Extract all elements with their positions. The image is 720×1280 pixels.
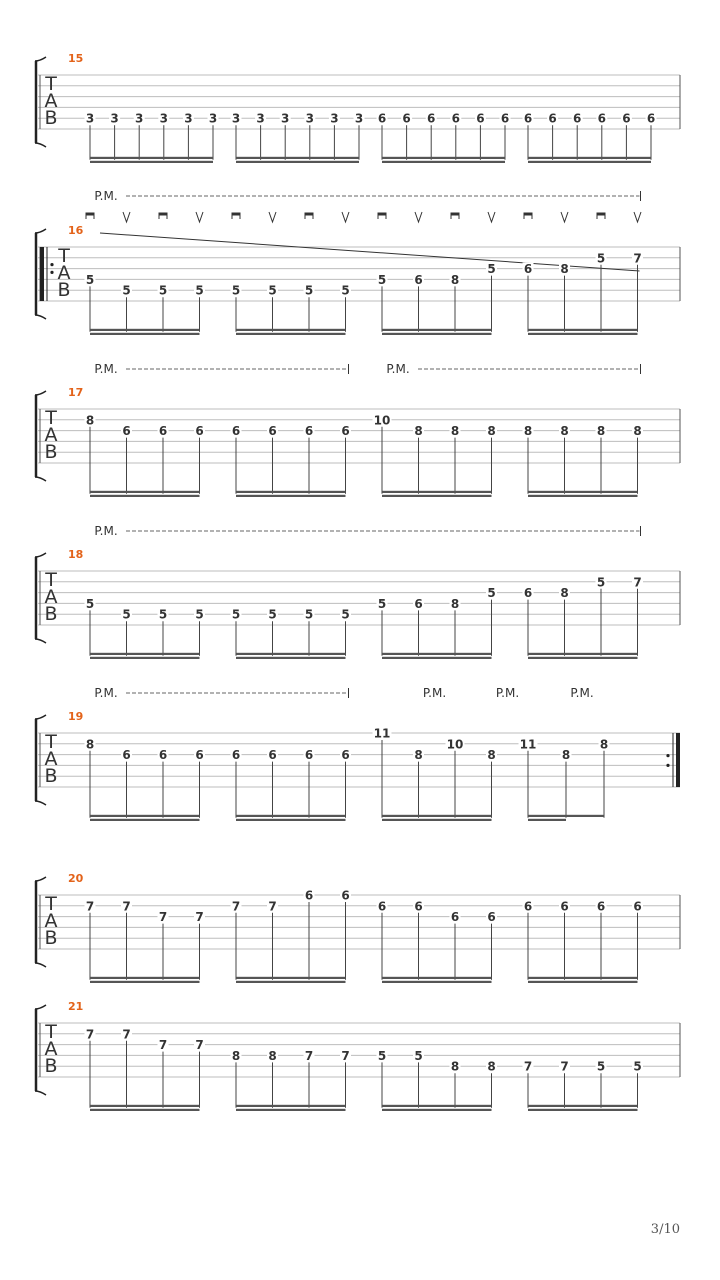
tab-clef-letter: B — [44, 603, 58, 625]
beam-secondary — [90, 161, 213, 163]
fret-number: 5 — [304, 607, 314, 622]
fret-number: 8 — [633, 424, 642, 439]
fret-number: 7 — [304, 1048, 314, 1063]
tab-system-19 — [35, 686, 680, 821]
fret-number: 5 — [122, 283, 131, 298]
fret-number: 6 — [597, 111, 606, 126]
beam-secondary — [236, 819, 346, 821]
fret-number: 5 — [596, 575, 606, 590]
tab-clef-letter: T — [45, 731, 57, 753]
upstroke-icon — [269, 212, 276, 222]
beam-primary — [528, 491, 638, 493]
beam-primary — [382, 977, 492, 979]
tab-clef-letter: T — [45, 569, 57, 591]
beam-secondary — [528, 981, 638, 983]
tab-clef-letter: B — [44, 765, 58, 787]
fret-number: 7 — [158, 910, 168, 925]
fret-number: 3 — [330, 111, 339, 126]
fret-number: 10 — [373, 413, 391, 428]
fret-number: 7 — [633, 251, 642, 266]
fret-number: 8 — [450, 424, 460, 439]
fret-number: 7 — [122, 1027, 131, 1042]
fret-number: 8 — [450, 272, 460, 287]
fret-number: 6 — [304, 424, 314, 439]
beam-secondary — [382, 981, 492, 983]
fret-number: 5 — [377, 1048, 387, 1063]
beam-primary — [528, 815, 604, 817]
fret-number: 6 — [268, 748, 277, 763]
beam-primary — [90, 977, 200, 979]
upstroke-icon — [415, 212, 422, 222]
beam-primary — [528, 977, 638, 979]
fret-number: 6 — [341, 888, 350, 903]
repeat-dot — [50, 271, 53, 274]
beam-primary — [236, 491, 346, 493]
fret-number: 3 — [281, 111, 290, 126]
upstroke-icon — [634, 212, 641, 222]
tab-clef-letter: A — [44, 424, 58, 446]
fret-number: 3 — [354, 111, 364, 126]
fret-number: 5 — [231, 607, 241, 622]
downstroke-bar — [451, 213, 459, 216]
tab-system-15 — [35, 52, 680, 163]
bracket-bottom-hook — [35, 963, 46, 967]
beam-secondary — [90, 657, 200, 659]
fret-number: 8 — [487, 424, 496, 439]
tab-clef-letter: A — [44, 1038, 58, 1060]
fret-number: 6 — [268, 424, 277, 439]
fret-number: 7 — [633, 575, 642, 590]
fret-number: 5 — [341, 607, 350, 622]
fret-number: 6 — [487, 910, 496, 925]
beam-secondary — [236, 1109, 346, 1111]
fret-number: 3 — [85, 111, 95, 126]
beam-secondary — [382, 819, 492, 821]
bracket-top-hook — [35, 391, 46, 395]
tab-system-20 — [35, 872, 680, 983]
measure-number: 21 — [68, 1000, 84, 1013]
beam-secondary — [90, 819, 200, 821]
palm-mute-label: P.M. — [495, 686, 520, 700]
fret-number: 6 — [450, 910, 460, 925]
tab-clef-letter: B — [44, 441, 58, 463]
fret-number: 6 — [573, 111, 582, 126]
downstroke-bar — [159, 213, 167, 216]
fret-number: 6 — [622, 111, 631, 126]
fret-number: 5 — [122, 607, 131, 622]
fret-number: 6 — [158, 748, 168, 763]
measure-number: 20 — [68, 872, 84, 885]
fret-number: 6 — [451, 111, 460, 126]
fret-number: 5 — [414, 1048, 423, 1063]
tab-clef-letter: A — [57, 262, 71, 284]
fret-number: 3 — [208, 111, 218, 126]
beam-primary — [236, 977, 346, 979]
fret-number: 6 — [500, 111, 510, 126]
fret-number: 6 — [596, 899, 606, 914]
fret-number: 8 — [487, 748, 496, 763]
bracket-top-hook — [35, 1005, 46, 1009]
fret-number: 6 — [195, 748, 204, 763]
fret-number: 6 — [158, 424, 168, 439]
palm-mute-label: P.M. — [94, 362, 118, 376]
fret-number: 5 — [158, 283, 168, 298]
beam-primary — [382, 1105, 492, 1107]
tab-clef-letter: T — [58, 245, 70, 267]
fret-number: 6 — [560, 899, 569, 914]
upstroke-icon — [123, 212, 130, 222]
fret-number: 3 — [256, 111, 265, 126]
upstroke-icon — [342, 212, 349, 222]
tab-clef-letter: T — [45, 893, 57, 915]
bracket-bottom-hook — [35, 801, 46, 805]
fret-number: 7 — [268, 899, 277, 914]
beam-secondary — [236, 981, 346, 983]
fret-number: 6 — [377, 111, 387, 126]
tab-system-16 — [35, 189, 680, 335]
fret-number: 8 — [414, 748, 423, 763]
fret-number: 8 — [523, 424, 533, 439]
palm-mute-label: P.M. — [386, 362, 410, 376]
fret-number: 3 — [135, 111, 144, 126]
fret-number: 5 — [158, 607, 168, 622]
upstroke-icon — [561, 212, 568, 222]
fret-number: 11 — [373, 726, 391, 741]
tab-clef-letter: T — [45, 407, 57, 429]
fret-number: 8 — [450, 596, 460, 611]
fret-number: 6 — [414, 272, 423, 287]
fret-number: 7 — [341, 1048, 350, 1063]
beam-primary — [236, 1105, 346, 1107]
fret-number: 5 — [377, 596, 387, 611]
tab-clef-letter: B — [44, 927, 58, 949]
fret-number: 5 — [195, 283, 204, 298]
measure-number: 17 — [68, 386, 84, 399]
upstroke-icon — [196, 212, 203, 222]
fret-number: 5 — [231, 283, 241, 298]
tab-clef-letter: B — [44, 1055, 58, 1077]
beam-primary — [382, 815, 492, 817]
fret-number: 7 — [85, 899, 95, 914]
beam-secondary — [236, 333, 346, 335]
beam-primary — [382, 653, 492, 655]
fret-number: 10 — [446, 737, 464, 752]
beam-primary — [528, 1105, 638, 1107]
fret-number: 5 — [341, 283, 350, 298]
upstroke-icon — [488, 212, 495, 222]
beam-secondary — [528, 819, 566, 821]
beam-primary — [528, 329, 638, 331]
beam-primary — [382, 491, 492, 493]
fret-number: 7 — [231, 899, 241, 914]
fret-number: 5 — [377, 272, 387, 287]
fret-number: 5 — [85, 596, 95, 611]
fret-number: 8 — [450, 1059, 460, 1074]
beam-secondary — [382, 495, 492, 497]
beam-primary — [90, 491, 200, 493]
fret-number: 5 — [195, 607, 204, 622]
fret-number: 6 — [231, 748, 241, 763]
fret-number: 6 — [548, 111, 557, 126]
beam-secondary — [90, 981, 200, 983]
downstroke-bar — [305, 213, 313, 216]
beam-secondary — [528, 495, 638, 497]
beam-primary — [236, 653, 346, 655]
bracket-bottom-hook — [35, 477, 46, 481]
fret-number: 8 — [560, 424, 569, 439]
palm-mute-label: P.M. — [94, 189, 118, 203]
beam-secondary — [236, 161, 359, 163]
repeat-dot — [666, 764, 669, 767]
beam-primary — [382, 157, 505, 159]
fret-number: 8 — [85, 413, 95, 428]
fret-number: 8 — [560, 262, 569, 277]
fret-number: 6 — [304, 748, 314, 763]
fret-number: 6 — [122, 748, 131, 763]
fret-number: 6 — [402, 111, 411, 126]
fret-number: 8 — [85, 737, 95, 752]
palm-mute-label: P.M. — [94, 524, 118, 538]
tab-clef-letter: A — [44, 586, 58, 608]
beam-secondary — [90, 495, 200, 497]
bracket-top-hook — [35, 229, 46, 233]
fret-number: 5 — [487, 262, 496, 277]
fret-number: 5 — [85, 272, 95, 287]
fret-number: 6 — [523, 586, 533, 601]
tab-clef-letter: T — [45, 1021, 57, 1043]
measure-number: 16 — [68, 224, 84, 237]
bracket-top-hook — [35, 553, 46, 557]
fret-number: 6 — [377, 899, 387, 914]
beam-secondary — [528, 161, 651, 163]
beam-primary — [236, 815, 346, 817]
fret-number: 5 — [268, 607, 277, 622]
tab-clef-letter: B — [57, 279, 71, 301]
fret-number: 6 — [341, 748, 350, 763]
bracket-bottom-hook — [35, 639, 46, 643]
beam-secondary — [528, 333, 638, 335]
downstroke-bar — [524, 213, 532, 216]
downstroke-bar — [86, 213, 94, 216]
beam-primary — [528, 157, 651, 159]
beam-secondary — [528, 1109, 638, 1111]
beam-secondary — [382, 657, 492, 659]
bracket-bottom-hook — [35, 143, 46, 147]
beam-primary — [90, 157, 213, 159]
fret-number: 6 — [195, 424, 204, 439]
fret-number: 5 — [633, 1059, 642, 1074]
fret-number: 7 — [158, 1038, 168, 1053]
palm-mute-label: P.M. — [422, 686, 447, 700]
fret-number: 8 — [596, 424, 606, 439]
repeat-end-thick-bar — [676, 733, 680, 787]
fret-number: 7 — [195, 1038, 204, 1053]
fret-number: 6 — [427, 111, 436, 126]
fret-number: 7 — [122, 899, 131, 914]
fret-number: 8 — [268, 1048, 277, 1063]
beam-secondary — [236, 657, 346, 659]
fret-number: 7 — [85, 1027, 95, 1042]
beam-secondary — [382, 1109, 492, 1111]
bracket-top-hook — [35, 877, 46, 881]
beam-secondary — [382, 161, 505, 163]
fret-number: 8 — [560, 586, 569, 601]
fret-number: 3 — [110, 111, 119, 126]
fret-number: 5 — [596, 251, 606, 266]
beam-primary — [90, 653, 200, 655]
fret-number: 8 — [414, 424, 423, 439]
fret-number: 3 — [305, 111, 314, 126]
tab-system-17 — [35, 362, 680, 497]
fret-number: 7 — [523, 1059, 533, 1074]
beam-primary — [90, 329, 200, 331]
repeat-start-thick-bar — [40, 247, 44, 301]
fret-number: 6 — [523, 262, 533, 277]
fret-number: 6 — [523, 899, 533, 914]
bracket-top-hook — [35, 57, 46, 61]
fret-number: 5 — [268, 283, 277, 298]
fret-number: 5 — [487, 586, 496, 601]
tab-clef-letter: A — [44, 910, 58, 932]
tab-clef-letter: B — [44, 107, 58, 129]
fret-number: 3 — [231, 111, 241, 126]
tab-system-18 — [35, 524, 680, 659]
fret-number: 6 — [633, 899, 642, 914]
beam-primary — [90, 815, 200, 817]
beam-secondary — [90, 333, 200, 335]
palm-mute-label: P.M. — [570, 686, 594, 700]
tab-clef-letter: A — [44, 90, 58, 112]
fret-number: 7 — [195, 910, 204, 925]
fret-number: 6 — [231, 424, 241, 439]
slide-line — [100, 233, 640, 271]
beam-primary — [90, 1105, 200, 1107]
bracket-bottom-hook — [35, 1091, 46, 1095]
beam-primary — [382, 329, 492, 331]
beam-primary — [236, 157, 359, 159]
fret-number: 5 — [304, 283, 314, 298]
palm-mute-label: P.M. — [94, 686, 118, 700]
fret-number: 7 — [560, 1059, 569, 1074]
fret-number: 6 — [341, 424, 350, 439]
tab-clef-letter: T — [45, 73, 57, 95]
beam-primary — [236, 329, 346, 331]
page-number: 3/10 — [650, 1222, 680, 1237]
beam-secondary — [90, 1109, 200, 1111]
measure-number: 19 — [68, 710, 84, 723]
fret-number: 6 — [304, 888, 314, 903]
fret-number: 5 — [596, 1059, 606, 1074]
fret-number: 3 — [184, 111, 193, 126]
fret-number: 3 — [159, 111, 168, 126]
beam-primary — [528, 653, 638, 655]
fret-number: 6 — [476, 111, 485, 126]
measure-number: 15 — [68, 52, 84, 65]
fret-number: 8 — [231, 1048, 241, 1063]
tab-system-21 — [35, 1000, 680, 1111]
fret-number: 11 — [519, 737, 537, 752]
fret-number: 8 — [487, 1059, 496, 1074]
downstroke-bar — [378, 213, 386, 216]
fret-number: 8 — [599, 737, 609, 752]
measure-number: 18 — [68, 548, 84, 561]
bracket-top-hook — [35, 715, 46, 719]
downstroke-bar — [597, 213, 605, 216]
fret-number: 8 — [561, 748, 571, 763]
fret-number: 6 — [523, 111, 533, 126]
beam-secondary — [528, 657, 638, 659]
beam-secondary — [382, 333, 492, 335]
fret-number: 6 — [414, 899, 423, 914]
repeat-dot — [50, 263, 53, 266]
repeat-dot — [666, 754, 669, 757]
fret-number: 6 — [122, 424, 131, 439]
downstroke-bar — [232, 213, 240, 216]
fret-number: 6 — [646, 111, 656, 126]
bracket-bottom-hook — [35, 315, 46, 319]
beam-secondary — [236, 495, 346, 497]
fret-number: 6 — [414, 596, 423, 611]
tab-clef-letter: A — [44, 748, 58, 770]
